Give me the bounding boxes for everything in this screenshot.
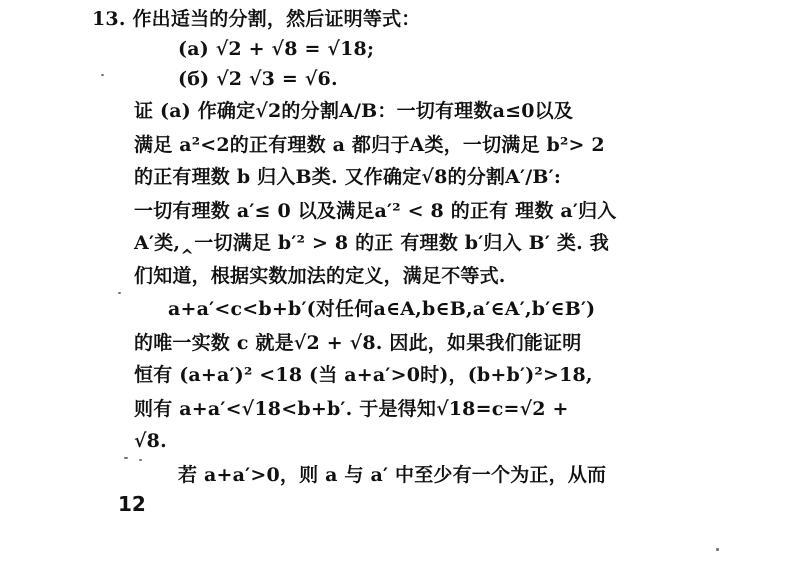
proof-line: 恒有 (a+a′)² <18 (当 a+a′>0时)，(b+b′)²>18, [134,364,593,386]
scan-speck [101,74,104,76]
proof-line: 满足 a²<2的正有理数 a 都归于A类，一切满足 b²> 2 [134,134,605,156]
equation-b: (б) √2 √3 = √6. [178,68,338,90]
proof-line: 一切有理数 a′≤ 0 以及满足a′² < 8 的正有 理数 a′归入 [134,200,617,222]
problem-statement: 作出适当的分割，然后证明等式： [132,8,421,30]
proof-line: 的正有理数 b 归入B类. 又作确定√8的分割A′/B′: [134,166,562,188]
scan-speck [716,548,719,551]
proof-line: 们知道，根据实数加法的定义，满足不等式. [134,265,506,287]
problem-heading [92,6,421,32]
problem-number: 13. [92,8,126,30]
proof-line: √8. [134,430,167,452]
page-number: 12 [118,492,146,516]
proof-line: 则有 a+a′<√18<b+b′. 于是得知√18=c=√2 + [134,398,569,420]
proof-line: A′类,‸一切满足 b′² > 8 的正 有理数 b′归入 B′ 类. 我 [134,232,609,254]
equation-a: (a) √2 + √8 = √18; [178,38,375,60]
scan-speck [139,459,142,461]
proof-line: 证 (a) 作确定√2的分割A/B：一切有理数a≤0以及 [134,100,574,122]
inequality-line: a+a′<c<b+b′(对任何a∈A,b∈B,a′∈A′,b′∈B′) [168,298,596,320]
scan-speck [118,292,121,294]
proof-line: 若 a+a′>0，则 a 与 a′ 中至少有一个为正，从而 [178,464,607,486]
scan-speck [124,457,128,459]
proof-line: 的唯一实数 c 就是√2 + √8. 因此，如果我们能证明 [134,332,582,354]
